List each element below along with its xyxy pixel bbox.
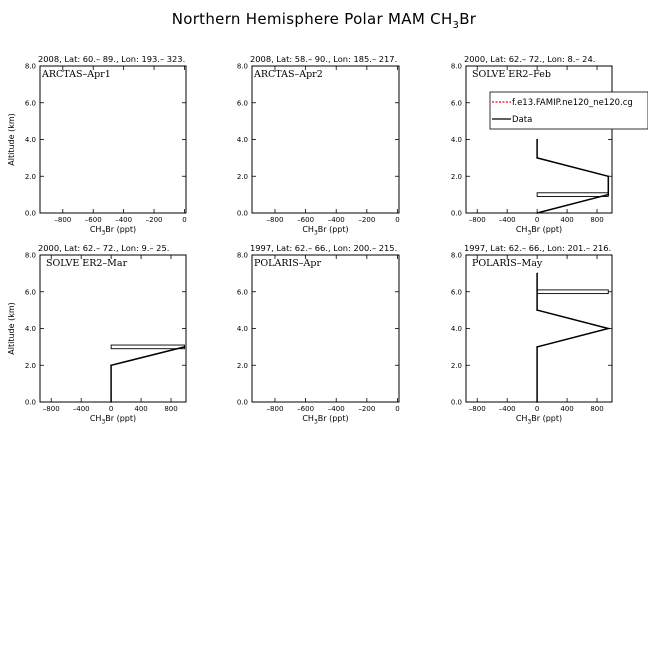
y-tick-label: 6.0 (236, 288, 248, 297)
legend-data-label: Data (512, 115, 533, 125)
panel-header: 2008, Lat: 60.– 89., Lon: 193.– 323. (38, 54, 186, 64)
x-tick-label: –200 (358, 216, 376, 224)
x-tick-label: –800 (54, 216, 72, 224)
y-tick-label: 6.0 (24, 288, 36, 297)
y-tick-label: 4.0 (236, 325, 248, 333)
data-point (184, 346, 186, 348)
x-tick-label: –600 (84, 216, 102, 224)
y-tick-label: 6.0 (236, 99, 248, 108)
plot-frame (466, 255, 612, 402)
figure-title: Northern Hemisphere Polar MAM $CH_3Br$ (171, 10, 477, 31)
panel-6 (451, 243, 612, 426)
x-tick-label: –600 (297, 405, 315, 413)
data-point (536, 309, 538, 311)
x-tick-label: 0 (182, 216, 187, 224)
x-tick-label: 400 (560, 405, 574, 413)
y-tick-label: 4.0 (450, 325, 462, 333)
y-tick-label: 8.0 (24, 251, 36, 260)
x-tick-label: 0 (395, 216, 400, 224)
x-axis-label-unit: Br (ppt) (105, 225, 137, 234)
y-tick-label: 0.0 (450, 398, 462, 407)
y-tick-label: 6.0 (450, 99, 462, 108)
data-range-box (537, 290, 608, 294)
y-tick-label: 0.0 (24, 209, 36, 218)
plot-frame (466, 66, 612, 213)
y-tick-label: 2.0 (450, 361, 462, 370)
x-axis-label-unit: Br (ppt) (317, 414, 349, 423)
x-tick-label: –400 (327, 405, 345, 413)
x-tick-label: –400 (72, 405, 90, 413)
x-tick-label: 800 (590, 216, 604, 224)
data-point (536, 157, 538, 159)
x-tick-label: –400 (498, 216, 516, 224)
panel-header: 2008, Lat: 58.– 90., Lon: 185.– 217. (250, 54, 398, 64)
x-tick-label: 0 (534, 216, 540, 224)
y-tick-label: 2.0 (24, 361, 36, 370)
x-tick-label: –200 (145, 216, 163, 224)
panel-title: POLARIS–May (472, 258, 543, 269)
y-tick-label: 6.0 (450, 288, 462, 297)
y-tick-label: 0.0 (236, 398, 248, 407)
data-profile-line (537, 273, 608, 402)
y-tick-label: 0.0 (236, 209, 248, 218)
panel-header: 1997, Lat: 62.– 66., Lon: 201.– 216. (464, 243, 612, 253)
x-axis-label-chem: CH (89, 225, 102, 234)
y-tick-label: 4.0 (24, 136, 36, 144)
y-tick-label: 4.0 (450, 136, 462, 144)
data-point (536, 401, 538, 403)
panel-title: POLARIS–Apr (254, 258, 321, 269)
data-point (607, 175, 609, 177)
x-tick-label: 800 (164, 405, 178, 413)
y-tick-label: 2.0 (450, 172, 462, 181)
y-tick-label: 4.0 (236, 136, 248, 144)
x-tick-label: –800 (468, 216, 486, 224)
y-tick-label: 4.0 (24, 325, 36, 333)
y-tick-label: 8.0 (450, 251, 462, 260)
panel-header: 2000, Lat: 62.– 72., Lon: 8.– 24. (464, 54, 596, 64)
x-axis-label (516, 225, 562, 237)
y-tick-label: 0.0 (450, 209, 462, 218)
x-tick-label: –800 (266, 216, 284, 224)
x-axis-label-subscript: 3 (527, 229, 532, 237)
data-range-box (537, 193, 608, 197)
plot-frame (40, 255, 186, 402)
x-tick-label: 0 (395, 405, 400, 413)
x-axis-label-chem: CH (515, 414, 528, 423)
y-tick-label: 8.0 (24, 62, 36, 71)
x-tick-label: 800 (590, 405, 604, 413)
x-axis-label-chem: CH (302, 414, 314, 423)
panel-title: ARCTAS–Apr1 (42, 69, 111, 80)
x-axis-label-subscript: 3 (313, 418, 318, 426)
data-point (536, 212, 538, 214)
panel-header: 1997, Lat: 62.– 66., Lon: 200.– 215. (250, 243, 398, 253)
x-tick-label: –800 (42, 405, 60, 413)
x-tick-label: 0 (108, 405, 114, 413)
x-axis-label-chem: CH (515, 225, 528, 234)
y-tick-label: 8.0 (236, 62, 248, 71)
panel-1 (7, 54, 187, 237)
plot-frame (252, 66, 399, 213)
x-axis-label-chem: CH (89, 414, 102, 423)
data-point (536, 139, 538, 141)
panel-title: SOLVE ER2–Feb (472, 69, 551, 80)
y-axis-label: Altitude (km) (7, 113, 16, 166)
y-tick-label: 8.0 (236, 251, 248, 260)
y-tick-label: 0.0 (24, 398, 36, 407)
x-axis-label-unit: Br (ppt) (317, 225, 349, 234)
y-tick-label: 8.0 (450, 62, 462, 71)
panel-2 (237, 54, 400, 237)
y-tick-label: 6.0 (24, 99, 36, 108)
x-axis-label (90, 225, 136, 237)
x-axis-label-subscript: 3 (101, 418, 106, 426)
x-axis-label-unit: Br (ppt) (531, 414, 563, 423)
data-point (607, 328, 609, 330)
x-axis-label (302, 225, 348, 237)
data-range-box (111, 345, 184, 349)
data-point (536, 273, 538, 275)
x-axis-label (516, 414, 562, 426)
x-axis-label-subscript: 3 (101, 229, 106, 237)
x-tick-label: 400 (560, 216, 574, 224)
data-profile-line (537, 140, 608, 214)
x-axis-label-unit: Br (ppt) (531, 225, 563, 234)
panel-title: SOLVE ER2–Mar (46, 258, 128, 269)
data-profile-line (111, 347, 184, 402)
x-tick-label: –400 (115, 216, 133, 224)
y-tick-label: 2.0 (236, 172, 248, 181)
x-axis-label-unit: Br (ppt) (105, 414, 137, 423)
panel-3 (451, 54, 648, 237)
x-tick-label: –400 (498, 405, 516, 413)
data-point (536, 346, 538, 348)
y-axis-label: Altitude (km) (7, 302, 16, 355)
y-tick-label: 2.0 (24, 172, 36, 181)
data-point (110, 364, 112, 366)
x-tick-label: 0 (534, 405, 540, 413)
x-axis-label-chem: CH (302, 225, 314, 234)
x-tick-label: –800 (468, 405, 486, 413)
x-tick-label: –600 (297, 216, 315, 224)
x-tick-label: –400 (327, 216, 345, 224)
panel-4 (7, 243, 186, 426)
panel-header: 2000, Lat: 62.– 72., Lon: 9.– 25. (38, 243, 170, 253)
panel-5 (237, 243, 400, 426)
panel-title: ARCTAS–Apr2 (254, 69, 323, 80)
y-tick-label: 2.0 (236, 361, 248, 370)
x-axis-label (90, 414, 136, 426)
plot-frame (252, 255, 399, 402)
x-axis-label-subscript: 3 (313, 229, 318, 237)
x-axis-label (302, 414, 348, 426)
x-tick-label: 400 (134, 405, 148, 413)
data-point (110, 401, 112, 403)
x-axis-label-subscript: 3 (527, 418, 532, 426)
legend-model-label: f.e13.FAMIP.ne120_ne120.cg (512, 98, 633, 108)
plot-frame (40, 66, 186, 213)
x-tick-label: –800 (266, 405, 284, 413)
x-tick-label: –200 (358, 405, 376, 413)
data-point (607, 194, 609, 196)
